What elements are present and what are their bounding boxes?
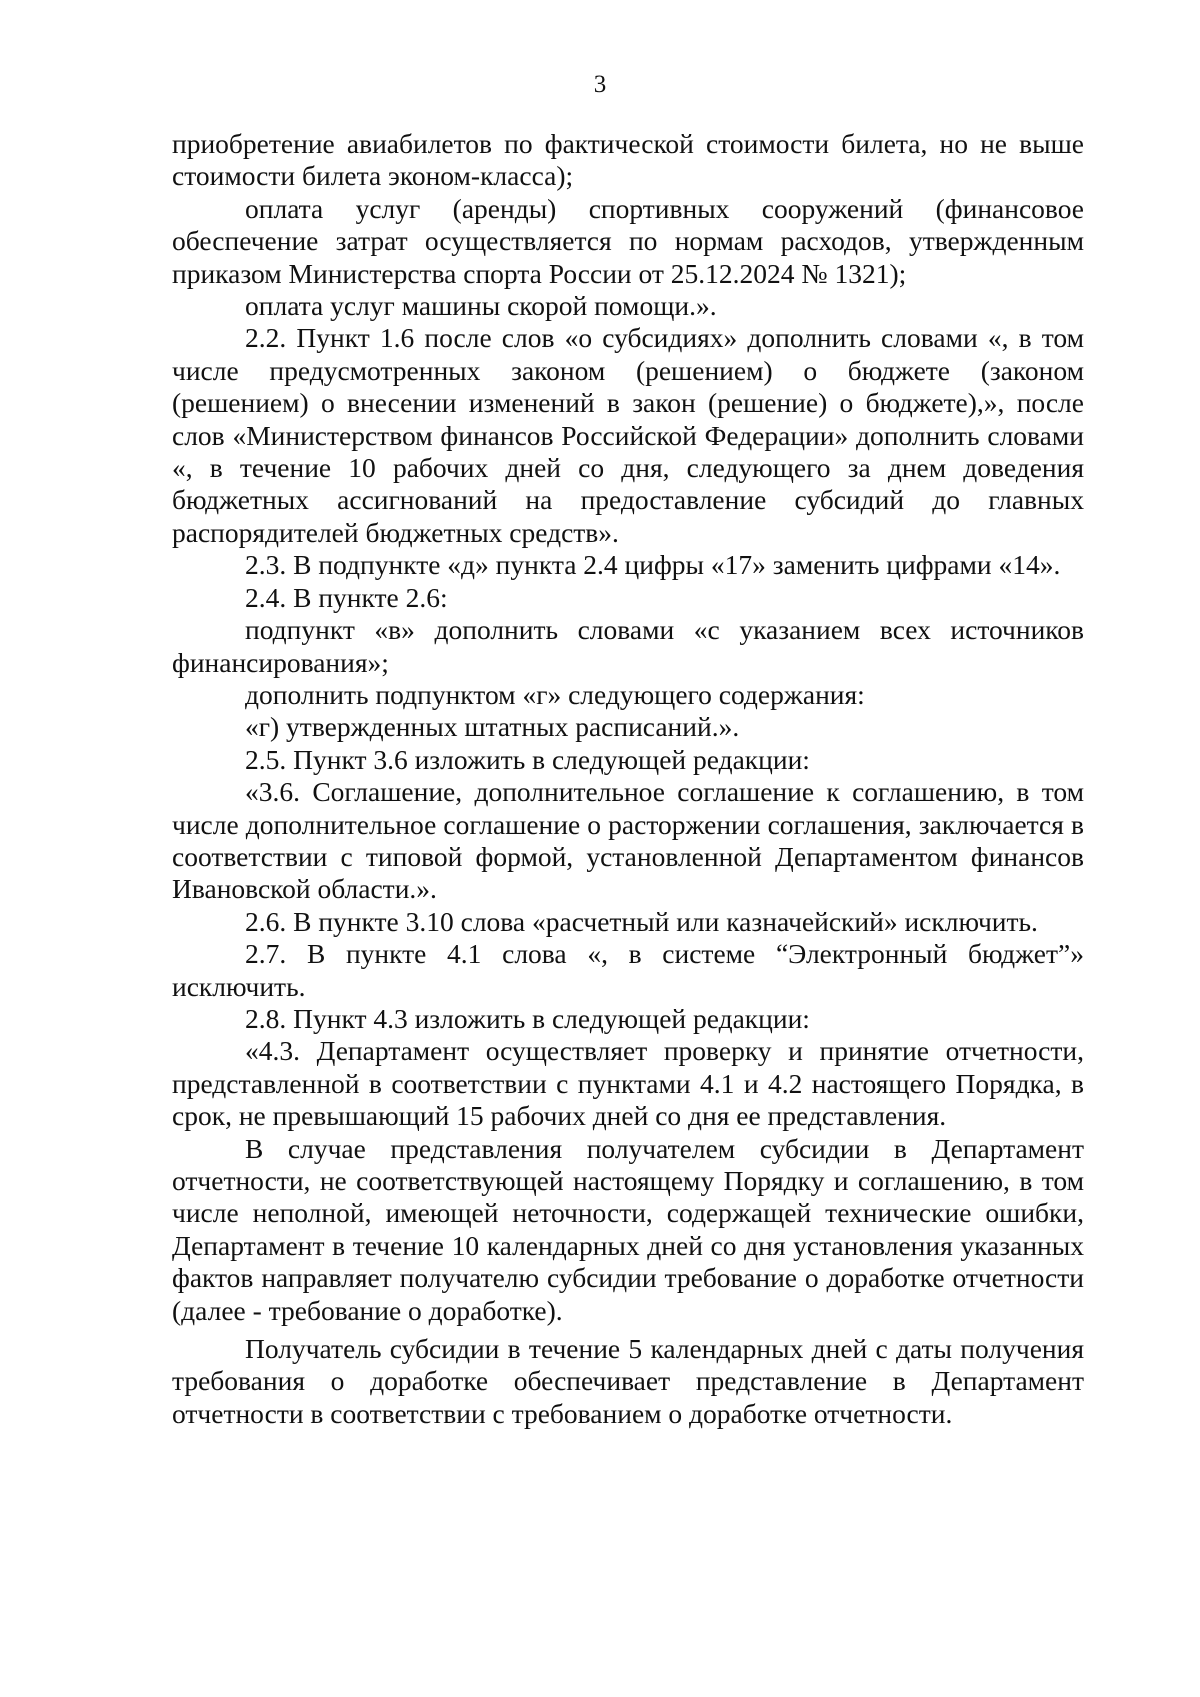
paragraph-4-3: «4.3. Департамент осуществляет проверку и принятие отчетности, представленной в соответствии с пунктами 4.1 и 4.2 настоящего Порядка, в срок, не превышающий 15 рабочих дней со дня ее представления.: [172, 1035, 1084, 1132]
paragraph-recipient-revision: Получатель субсидии в течение 5 календарных дней с даты получения требования о доработке обеспечивает представление в Департамент отчетности в соответствии с требованием о доработке отчетности.: [172, 1333, 1084, 1429]
paragraph-2-7: 2.7. В пункте 4.1 слова «, в системе “Электронный бюджет”» исключить.: [172, 938, 1084, 1002]
paragraph-ambulance: оплата услуг машины скорой помощи.».: [245, 290, 717, 322]
paragraph-2-2: 2.2. Пункт 1.6 после слов «о субсидиях» дополнить словами «, в том числе предусмотренных законом (решением) о бюджете (законом (решением) о внесении изменений в закон (решение) о бюджете),», после слов «Министерством финансов Российской Федерации» дополнить словами «, в течение 10 рабочих дней со дня, следующего за днем доведения бюджетных ассигнований на предоставление субсидий до главных распорядителей бюджетных средств».: [172, 322, 1084, 548]
document-body: [172, 128, 1084, 1430]
paragraph-report-review: В случае представления получателем субсидии в Департамент отчетности, не соответствующей настоящему Порядку и соглашению, в том числе неполной, имеющей неточности, содержащей технические ошибки, Департамент в течение 10 календарных дней со дня установления указанных фактов направляет получателю субсидии требование о доработке отчетности (далее - требование о доработке).: [172, 1132, 1084, 1326]
paragraph-subpoint-g-intro: дополнить подпунктом «г» следующего содержания:: [245, 678, 865, 710]
paragraph-2-4: 2.4. В пункте 2.6:: [245, 581, 448, 613]
paragraph-subpoint-v: подпункт «в» дополнить словами «с указанием всех источников финансирования»;: [172, 614, 1084, 678]
paragraph-3-6: «3.6. Соглашение, дополнительное соглашение к соглашению, в том числе дополнительное соглашение о расторжении соглашения, заключается в соответствии с типовой формой, установленной Департаментом финансов Ивановской области.».: [172, 776, 1084, 905]
paragraph-airfare: приобретение авиабилетов по фактической стоимости билета, но не выше стоимости билета эконом-класса);: [172, 128, 1084, 192]
paragraph-2-8: 2.8. Пункт 4.3 изложить в следующей редакции:: [245, 1002, 810, 1034]
paragraph-2-6: 2.6. В пункте 3.10 слова «расчетный или казначейский» исключить.: [245, 905, 1038, 937]
paragraph-sports-facilities: оплата услуг (аренды) спортивных сооружений (финансовое обеспечение затрат осуществляется по нормам расходов, утвержденным приказом Министерства спорта России от 25.12.2024 № 1321);: [172, 192, 1084, 289]
page-number: 3: [593, 71, 607, 98]
paragraph-2-5: 2.5. Пункт 3.6 изложить в следующей редакции:: [245, 743, 810, 775]
paragraph-subpoint-g: «г) утвержденных штатных расписаний.».: [245, 711, 740, 743]
paragraph-2-3: 2.3. В подпункте «д» пункта 2.4 цифры «17» заменить цифрами «14».: [245, 549, 1061, 581]
